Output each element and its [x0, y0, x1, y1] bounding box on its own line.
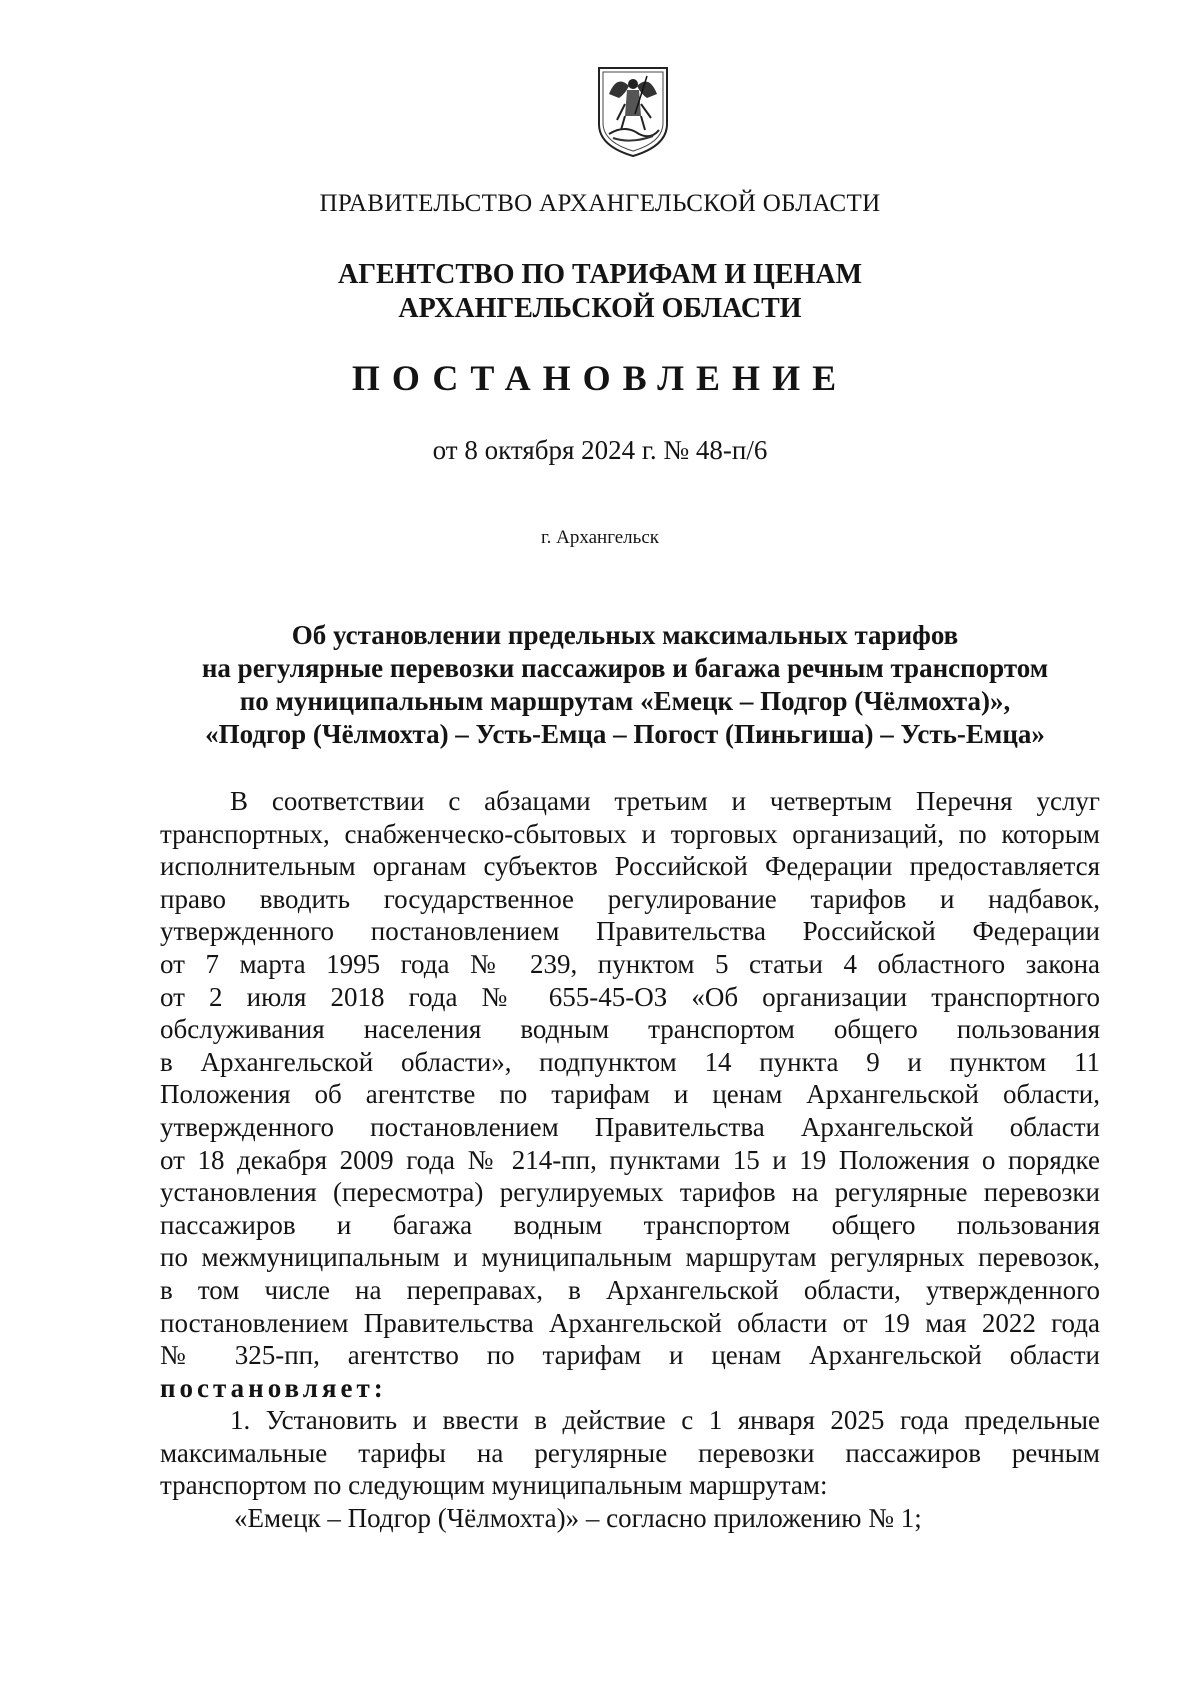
preamble-line-13: установления (пересмотра) регулируемых тарифов на регулярные перевозки: [160, 1177, 1100, 1208]
coat-of-arms-emblem: [595, 64, 671, 160]
preamble-line-5: утвержденного постановлением Правительства Российской Федерации: [160, 916, 1100, 947]
document-subject: [160, 619, 1090, 751]
subject-line-4: «Подгор (Чёлмохта) – Усть-Емца – Погост (Пиньгиша) – Усть-Емца»: [205, 719, 1045, 749]
item-1-line-2: максимальные тарифы на регулярные перевозки пассажиров речным: [160, 1437, 1100, 1468]
preamble-line-8: обслуживания населения водным транспортом общего пользования: [160, 1014, 1100, 1045]
preamble-line-15: по межмуниципальным и муниципальным маршрутам регулярных перевозок,: [160, 1242, 1100, 1273]
preamble-line-3: исполнительным органам субъектов Российской Федерации предоставляется: [160, 851, 1100, 882]
preamble-line-14: пассажиров и багажа водным транспортом общего пользования: [160, 1209, 1100, 1240]
preamble-line-10: Положения об агентстве по тарифам и ценам Архангельской области,: [160, 1079, 1100, 1110]
preamble-line-12: от 18 декабря 2009 года № 214-пп, пунктами 15 и 19 Положения о порядке: [160, 1144, 1100, 1175]
preamble-line-11: утвержденного постановлением Правительства Архангельской области: [160, 1111, 1100, 1142]
preamble-line-18: № 325-пп, агентство по тарифам и ценам Архангельской области: [160, 1340, 1100, 1371]
subject-line-1: Об установлении предельных максимальных тарифов: [291, 620, 959, 650]
preamble-line-4: право вводить государственное регулирование тарифов и надбавок,: [160, 883, 1100, 914]
item-1-route-1: «Емецк – Подгор (Чёлмохта)» – согласно приложению № 1;: [234, 1503, 922, 1534]
preamble-line-9: в Архангельской области», подпунктом 14 пункта 9 и пунктом 11: [160, 1046, 1100, 1077]
resolves-word: постановляет:: [160, 1372, 387, 1403]
document-type-title: ПОСТАНОВЛЕНИЕ: [351, 358, 849, 398]
document-date-number: от 8 октября 2024 г. № 48-п/6: [432, 435, 768, 465]
preamble-line-7: от 2 июля 2018 года № 655-45-ОЗ «Об организации транспортного: [160, 981, 1100, 1012]
agency-name: [0, 258, 1200, 326]
preamble-line-1: В соответствии с абзацами третьим и четвертым Перечня услуг: [230, 786, 1100, 816]
preamble-line-6: от 7 марта 1995 года № 239, пунктом 5 статьи 4 областного закона: [160, 948, 1100, 979]
agency-name-line-2: АРХАНГЕЛЬСКОЙ ОБЛАСТИ: [398, 293, 802, 324]
agency-name-line-1: АГЕНТСТВО ПО ТАРИФАМ И ЦЕНАМ: [337, 259, 863, 290]
subject-line-3: по муниципальным маршрутам «Емецк – Подгор (Чёлмохта)»,: [239, 686, 1011, 716]
preamble-line-2: транспортных, снабженческо-сбытовых и торговых организаций, по которым: [160, 818, 1100, 849]
preamble-line-17: постановлением Правительства Архангельской области от 19 мая 2022 года: [160, 1307, 1100, 1338]
document-city: г. Архангельск: [540, 527, 659, 548]
preamble-line-16: в том числе на переправах, в Архангельской области, утвержденного: [160, 1274, 1100, 1305]
government-name: ПРАВИТЕЛЬСТВО АРХАНГЕЛЬСКОЙ ОБЛАСТИ: [319, 190, 881, 217]
item-1-line-3: транспортом по следующим муниципальным маршрутам:: [160, 1470, 828, 1501]
item-1-line-1: 1. Установить и ввести в действие с 1 января 2025 года предельные: [230, 1405, 1100, 1436]
document-body: [160, 785, 1100, 1535]
subject-line-2: на регулярные перевозки пассажиров и багажа речным транспортом: [201, 653, 1049, 683]
